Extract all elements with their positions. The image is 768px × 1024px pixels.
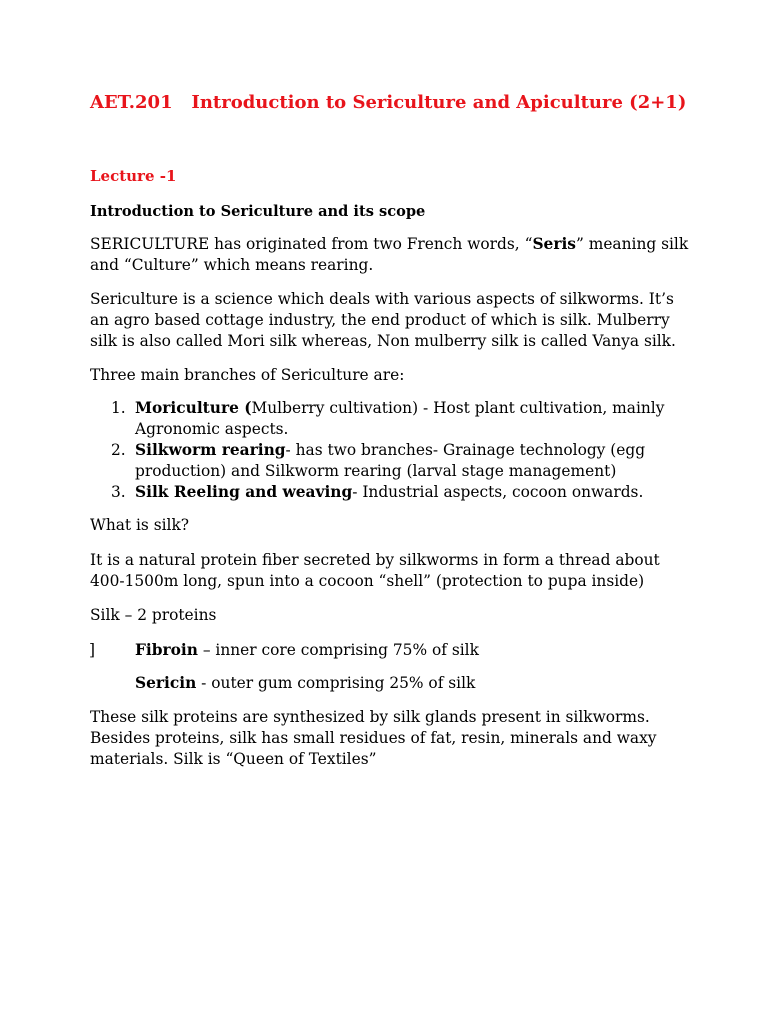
paragraph-origin-bold: Seris [532, 235, 576, 253]
list-item-text: Mulberry cultivation) - Host plant cultivation, mainly Agronomic aspects. [135, 399, 665, 438]
paragraph-origin [90, 234, 690, 276]
list-item-text: - Industrial aspects, cocoon onwards. [352, 483, 644, 501]
protein-name: Sericin [135, 674, 197, 692]
question-what-is-silk: What is silk? [90, 516, 190, 534]
silk-proteins-heading: Silk – 2 proteins [90, 606, 217, 624]
paragraph-silk-definition: It is a natural protein fiber secreted by silkworms in form a thread about 400-1500m long, spun into a cocoon “shell” (protection to pupa inside) [90, 551, 660, 590]
paragraph-origin-text-b: ” meaning silk and “Culture” which means rearing. [90, 235, 689, 274]
paragraph-definition: Sericulture is a science which deals with various aspects of silkworms. It’s an agro based cottage industry, the end product of which is silk. Mulberry silk is also called Mori silk whereas, Non mulberry silk is called Vanya silk. [90, 290, 676, 350]
list-item-number: 3. [111, 483, 126, 501]
list-item [90, 398, 690, 440]
list-item-number: 1. [111, 399, 126, 417]
list-item-bold: Moriculture ( [135, 399, 252, 417]
list-item-bold: Silk Reeling and weaving [135, 483, 353, 501]
paragraph-queen-of-textiles: These silk proteins are synthesized by silk glands present in silkworms. Besides proteins, silk has small residues of fat, resin, minerals and waxy materials. Silk is “Queen of Textiles” [90, 708, 657, 768]
list-item-number: 2. [111, 441, 126, 459]
bracket-symbol: ] [89, 641, 96, 659]
paragraph-origin-text-a: SERICULTURE has originated from two French words, “ [90, 235, 533, 253]
protein-sericin [135, 673, 635, 694]
list-item [90, 440, 690, 482]
document-title: AET.201 Introduction to Sericulture and Apiculture (2+1) [90, 92, 687, 113]
protein-description: - outer gum comprising 25% of silk [196, 674, 476, 692]
lecture-heading: Lecture -1 [90, 167, 177, 185]
list-item-bold: Silkworm rearing [135, 441, 286, 459]
protein-description: – inner core comprising 75% of silk [197, 641, 479, 659]
paragraph-branches-intro: Three main branches of Sericulture are: [90, 366, 405, 384]
list-item [90, 482, 690, 503]
protein-fibroin [135, 640, 635, 661]
branches-list [90, 398, 690, 503]
list-item-text: - has two branches- Grainage technology (egg production) and Silkworm rearing (larval stage management) [135, 441, 646, 480]
protein-name: Fibroin [135, 641, 198, 659]
section-heading: Introduction to Sericulture and its scope [90, 203, 426, 220]
